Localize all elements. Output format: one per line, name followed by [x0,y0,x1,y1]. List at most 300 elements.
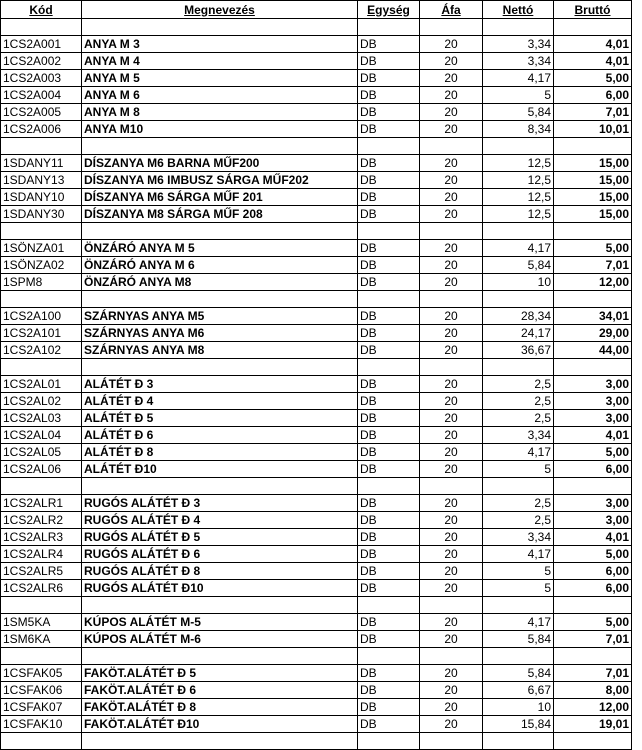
table-row [1,665,632,682]
cell-code: 1SDANY10 [1,189,82,206]
table-row [1,342,632,359]
cell-code: 1CS2AL02 [1,393,82,410]
cell-gross: 44,00 [554,342,632,359]
cell-vat: 20 [420,512,483,529]
cell-vat: 20 [420,121,483,138]
cell-gross [554,733,632,750]
cell-unit: DB [358,36,420,53]
cell-unit: DB [358,665,420,682]
cell-code: 1SDANY11 [1,155,82,172]
cell-gross: 8,00 [554,682,632,699]
cell-vat: 20 [420,308,483,325]
cell-gross: 6,00 [554,563,632,580]
table-row [1,444,632,461]
cell-code: 1CS2A102 [1,342,82,359]
header-row [1,1,632,19]
header-gross: Bruttó [554,1,632,19]
cell-gross: 3,00 [554,393,632,410]
table-row [1,495,632,512]
cell-unit: DB [358,87,420,104]
cell-vat [420,597,483,614]
cell-unit: DB [358,427,420,444]
cell-name: RUGÓS ALÁTÉT Đ 5 [82,529,358,546]
table-row [1,563,632,580]
cell-net [483,359,554,376]
cell-net [483,733,554,750]
cell-code: 1CS2A006 [1,121,82,138]
cell-code: 1CS2AL05 [1,444,82,461]
cell-vat: 20 [420,206,483,223]
cell-vat: 20 [420,665,483,682]
cell-unit [358,648,420,665]
cell-net: 8,34 [483,121,554,138]
cell-name: FAKÖT.ALÁTÉT Đ10 [82,716,358,733]
cell-unit: DB [358,104,420,121]
cell-net [483,138,554,155]
cell-name: SZÁRNYAS ANYA M6 [82,325,358,342]
cell-code: 1SM5KA [1,614,82,631]
table-row [1,580,632,597]
cell-gross: 3,00 [554,410,632,427]
cell-code: 1CS2A002 [1,53,82,70]
table-row [1,512,632,529]
cell-net: 12,5 [483,189,554,206]
cell-unit: DB [358,172,420,189]
cell-unit: DB [358,631,420,648]
cell-net [483,648,554,665]
cell-name: SZÁRNYAS ANYA M5 [82,308,358,325]
cell-gross: 15,00 [554,172,632,189]
cell-gross: 5,00 [554,546,632,563]
cell-net: 12,5 [483,155,554,172]
cell-gross: 5,00 [554,70,632,87]
cell-vat [420,223,483,240]
cell-vat: 20 [420,682,483,699]
cell-name [82,648,358,665]
cell-gross: 5,00 [554,240,632,257]
table-row [1,121,632,138]
cell-gross: 5,00 [554,444,632,461]
cell-code: 1CS2AL06 [1,461,82,478]
spacer-row [1,359,632,376]
table-row [1,308,632,325]
cell-code: 1CS2A100 [1,308,82,325]
cell-gross: 15,00 [554,155,632,172]
spacer-row [1,478,632,495]
table-row [1,614,632,631]
header-name: Megnevezés [82,1,358,19]
cell-gross: 6,00 [554,461,632,478]
cell-unit: DB [358,155,420,172]
cell-name: ANYA M 5 [82,70,358,87]
cell-code: 1CSFAK06 [1,682,82,699]
cell-unit: DB [358,682,420,699]
cell-gross: 3,00 [554,495,632,512]
cell-vat: 20 [420,70,483,87]
cell-gross: 15,00 [554,206,632,223]
cell-unit: DB [358,325,420,342]
cell-gross [554,138,632,155]
cell-net [483,19,554,36]
cell-unit: DB [358,495,420,512]
cell-unit: DB [358,546,420,563]
cell-unit: DB [358,189,420,206]
cell-vat [420,733,483,750]
cell-name: FAKÖT.ALÁTÉT Đ 6 [82,682,358,699]
cell-code [1,223,82,240]
table-row [1,410,632,427]
cell-unit: DB [358,308,420,325]
cell-unit: DB [358,529,420,546]
cell-name: ALÁTÉT Đ 5 [82,410,358,427]
cell-unit [358,223,420,240]
cell-vat [420,478,483,495]
table-row [1,172,632,189]
cell-net: 3,34 [483,36,554,53]
table-row [1,155,632,172]
cell-net: 12,5 [483,206,554,223]
cell-gross: 4,01 [554,36,632,53]
cell-net: 5 [483,461,554,478]
cell-code: 1CS2A003 [1,70,82,87]
cell-name: ÖNZÁRÓ ANYA M8 [82,274,358,291]
table-row [1,36,632,53]
cell-gross: 7,01 [554,257,632,274]
cell-vat: 20 [420,427,483,444]
cell-name: ALÁTÉT Đ 3 [82,376,358,393]
cell-net: 6,67 [483,682,554,699]
cell-net: 4,17 [483,614,554,631]
cell-vat: 20 [420,342,483,359]
cell-code: 1SDANY30 [1,206,82,223]
header-net: Nettó [483,1,554,19]
cell-gross: 12,00 [554,274,632,291]
cell-vat: 20 [420,53,483,70]
table-row [1,87,632,104]
cell-gross: 4,01 [554,427,632,444]
cell-code: 1SDANY13 [1,172,82,189]
cell-code: 1CS2ALR5 [1,563,82,580]
cell-unit: DB [358,257,420,274]
cell-vat [420,291,483,308]
table-row [1,257,632,274]
cell-vat: 20 [420,325,483,342]
cell-code: 1CS2A004 [1,87,82,104]
cell-name: FAKÖT.ALÁTÉT Đ 8 [82,699,358,716]
cell-gross: 6,00 [554,87,632,104]
cell-name: SZÁRNYAS ANYA M8 [82,342,358,359]
cell-gross: 15,00 [554,189,632,206]
cell-name: KÚPOS ALÁTÉT M-5 [82,614,358,631]
cell-name: DÍSZANYA M6 SÁRGA MŰF 201 [82,189,358,206]
cell-unit: DB [358,512,420,529]
cell-code: 1CS2AL01 [1,376,82,393]
spacer-row [1,733,632,750]
table-row [1,699,632,716]
cell-gross: 34,01 [554,308,632,325]
cell-net: 2,5 [483,512,554,529]
cell-unit: DB [358,699,420,716]
cell-gross [554,223,632,240]
cell-code: 1CSFAK05 [1,665,82,682]
table-row [1,53,632,70]
cell-name: ALÁTÉT Đ10 [82,461,358,478]
cell-net: 4,17 [483,546,554,563]
cell-net: 4,17 [483,444,554,461]
cell-vat: 20 [420,240,483,257]
cell-unit: DB [358,716,420,733]
cell-name: ANYA M 6 [82,87,358,104]
spacer-row [1,223,632,240]
cell-unit: DB [358,410,420,427]
cell-name [82,597,358,614]
cell-vat: 20 [420,36,483,53]
cell-name: RUGÓS ALÁTÉT Đ10 [82,580,358,597]
cell-code [1,648,82,665]
cell-name: ALÁTÉT Đ 8 [82,444,358,461]
cell-net [483,291,554,308]
cell-code [1,359,82,376]
cell-code: 1CS2ALR1 [1,495,82,512]
cell-code [1,597,82,614]
cell-code [1,19,82,36]
cell-net: 4,17 [483,70,554,87]
cell-vat: 20 [420,461,483,478]
cell-gross: 7,01 [554,631,632,648]
cell-gross [554,359,632,376]
cell-code: 1CS2ALR4 [1,546,82,563]
cell-vat: 20 [420,546,483,563]
cell-unit: DB [358,393,420,410]
cell-code [1,733,82,750]
cell-net: 3,34 [483,427,554,444]
cell-net: 10 [483,274,554,291]
cell-vat: 20 [420,274,483,291]
spacer-row [1,19,632,36]
cell-vat: 20 [420,563,483,580]
cell-vat: 20 [420,189,483,206]
cell-gross: 10,01 [554,121,632,138]
cell-vat: 20 [420,444,483,461]
table-row [1,189,632,206]
cell-code: 1CS2A005 [1,104,82,121]
cell-vat: 20 [420,614,483,631]
table-row [1,461,632,478]
cell-unit: DB [358,342,420,359]
table-row [1,529,632,546]
cell-name: DÍSZANYA M6 BARNA MŰF200 [82,155,358,172]
cell-gross: 6,00 [554,580,632,597]
cell-net: 5,84 [483,665,554,682]
cell-gross: 5,00 [554,614,632,631]
cell-vat: 20 [420,172,483,189]
cell-unit: DB [358,376,420,393]
cell-name: RUGÓS ALÁTÉT Đ 6 [82,546,358,563]
header-code: Kód [1,1,82,19]
cell-name: KÚPOS ALÁTÉT M-6 [82,631,358,648]
cell-net [483,597,554,614]
cell-vat [420,359,483,376]
cell-name [82,223,358,240]
cell-unit: DB [358,70,420,87]
cell-name [82,19,358,36]
spacer-row [1,138,632,155]
cell-code [1,478,82,495]
cell-code [1,138,82,155]
cell-vat: 20 [420,699,483,716]
cell-net: 3,34 [483,529,554,546]
cell-gross: 19,01 [554,716,632,733]
cell-net: 5,84 [483,631,554,648]
table-row [1,240,632,257]
cell-net: 3,34 [483,53,554,70]
cell-vat: 20 [420,580,483,597]
table-row [1,206,632,223]
cell-code: 1CS2A001 [1,36,82,53]
cell-unit: DB [358,444,420,461]
cell-gross: 3,00 [554,376,632,393]
cell-gross [554,648,632,665]
spacer-row [1,648,632,665]
cell-net: 5 [483,87,554,104]
cell-vat [420,648,483,665]
cell-vat: 20 [420,376,483,393]
cell-unit [358,733,420,750]
cell-code: 1SPM8 [1,274,82,291]
cell-name: ANYA M 4 [82,53,358,70]
cell-code: 1SÖNZA01 [1,240,82,257]
cell-gross: 3,00 [554,512,632,529]
cell-net: 28,34 [483,308,554,325]
table-row [1,376,632,393]
cell-name: ANYA M 8 [82,104,358,121]
table-row [1,631,632,648]
cell-name: ANYA M10 [82,121,358,138]
cell-net: 2,5 [483,410,554,427]
cell-name [82,733,358,750]
cell-vat: 20 [420,87,483,104]
cell-net: 36,67 [483,342,554,359]
table-body [1,19,632,750]
cell-unit: DB [358,53,420,70]
cell-net: 5,84 [483,104,554,121]
cell-gross: 29,00 [554,325,632,342]
cell-vat: 20 [420,495,483,512]
cell-code: 1SÖNZA02 [1,257,82,274]
table-row [1,546,632,563]
cell-net: 5 [483,580,554,597]
cell-gross [554,19,632,36]
cell-vat: 20 [420,393,483,410]
cell-gross [554,597,632,614]
cell-vat [420,19,483,36]
cell-unit [358,597,420,614]
cell-net: 5 [483,563,554,580]
cell-net [483,478,554,495]
cell-unit: DB [358,563,420,580]
cell-name: ANYA M 3 [82,36,358,53]
cell-name: ALÁTÉT Đ 4 [82,393,358,410]
spacer-row [1,597,632,614]
table-row [1,325,632,342]
cell-vat: 20 [420,410,483,427]
cell-unit [358,478,420,495]
table-row [1,274,632,291]
cell-net: 2,5 [483,376,554,393]
cell-unit: DB [358,614,420,631]
cell-code: 1CSFAK10 [1,716,82,733]
cell-gross [554,478,632,495]
cell-gross [554,291,632,308]
cell-net [483,223,554,240]
cell-net: 12,5 [483,172,554,189]
cell-gross: 4,01 [554,529,632,546]
cell-unit: DB [358,206,420,223]
cell-code: 1CS2ALR6 [1,580,82,597]
table-row [1,427,632,444]
cell-name: DÍSZANYA M8 SÁRGA MŰF 208 [82,206,358,223]
cell-gross: 7,01 [554,665,632,682]
cell-vat: 20 [420,631,483,648]
cell-gross: 4,01 [554,53,632,70]
cell-gross: 12,00 [554,699,632,716]
cell-unit [358,138,420,155]
cell-name: FAKÖT.ALÁTÉT Đ 5 [82,665,358,682]
cell-code: 1SM6KA [1,631,82,648]
table-row [1,682,632,699]
cell-code [1,291,82,308]
cell-gross: 7,01 [554,104,632,121]
cell-code: 1CS2ALR3 [1,529,82,546]
cell-name: RUGÓS ALÁTÉT Đ 3 [82,495,358,512]
cell-name: ÖNZÁRÓ ANYA M 5 [82,240,358,257]
cell-vat: 20 [420,257,483,274]
header-vat: Áfa [420,1,483,19]
cell-name [82,478,358,495]
cell-code: 1CSFAK07 [1,699,82,716]
cell-code: 1CS2AL03 [1,410,82,427]
cell-unit [358,359,420,376]
cell-net: 4,17 [483,240,554,257]
cell-name: ÖNZÁRÓ ANYA M 6 [82,257,358,274]
cell-unit: DB [358,274,420,291]
cell-name: DÍSZANYA M6 IMBUSZ SÁRGA MŰF202 [82,172,358,189]
cell-unit: DB [358,461,420,478]
cell-vat: 20 [420,155,483,172]
cell-name [82,291,358,308]
cell-net: 10 [483,699,554,716]
cell-vat: 20 [420,529,483,546]
cell-name [82,359,358,376]
cell-name: RUGÓS ALÁTÉT Đ 8 [82,563,358,580]
cell-unit: DB [358,121,420,138]
cell-net: 5,84 [483,257,554,274]
cell-net: 2,5 [483,393,554,410]
cell-code: 1CS2ALR2 [1,512,82,529]
cell-name: RUGÓS ALÁTÉT Đ 4 [82,512,358,529]
cell-code: 1CS2A101 [1,325,82,342]
cell-name [82,138,358,155]
spacer-row [1,291,632,308]
cell-net: 15,84 [483,716,554,733]
table-row [1,393,632,410]
cell-net: 2,5 [483,495,554,512]
cell-vat [420,138,483,155]
cell-code: 1CS2AL04 [1,427,82,444]
table-row [1,70,632,87]
table-row [1,104,632,121]
cell-vat: 20 [420,716,483,733]
